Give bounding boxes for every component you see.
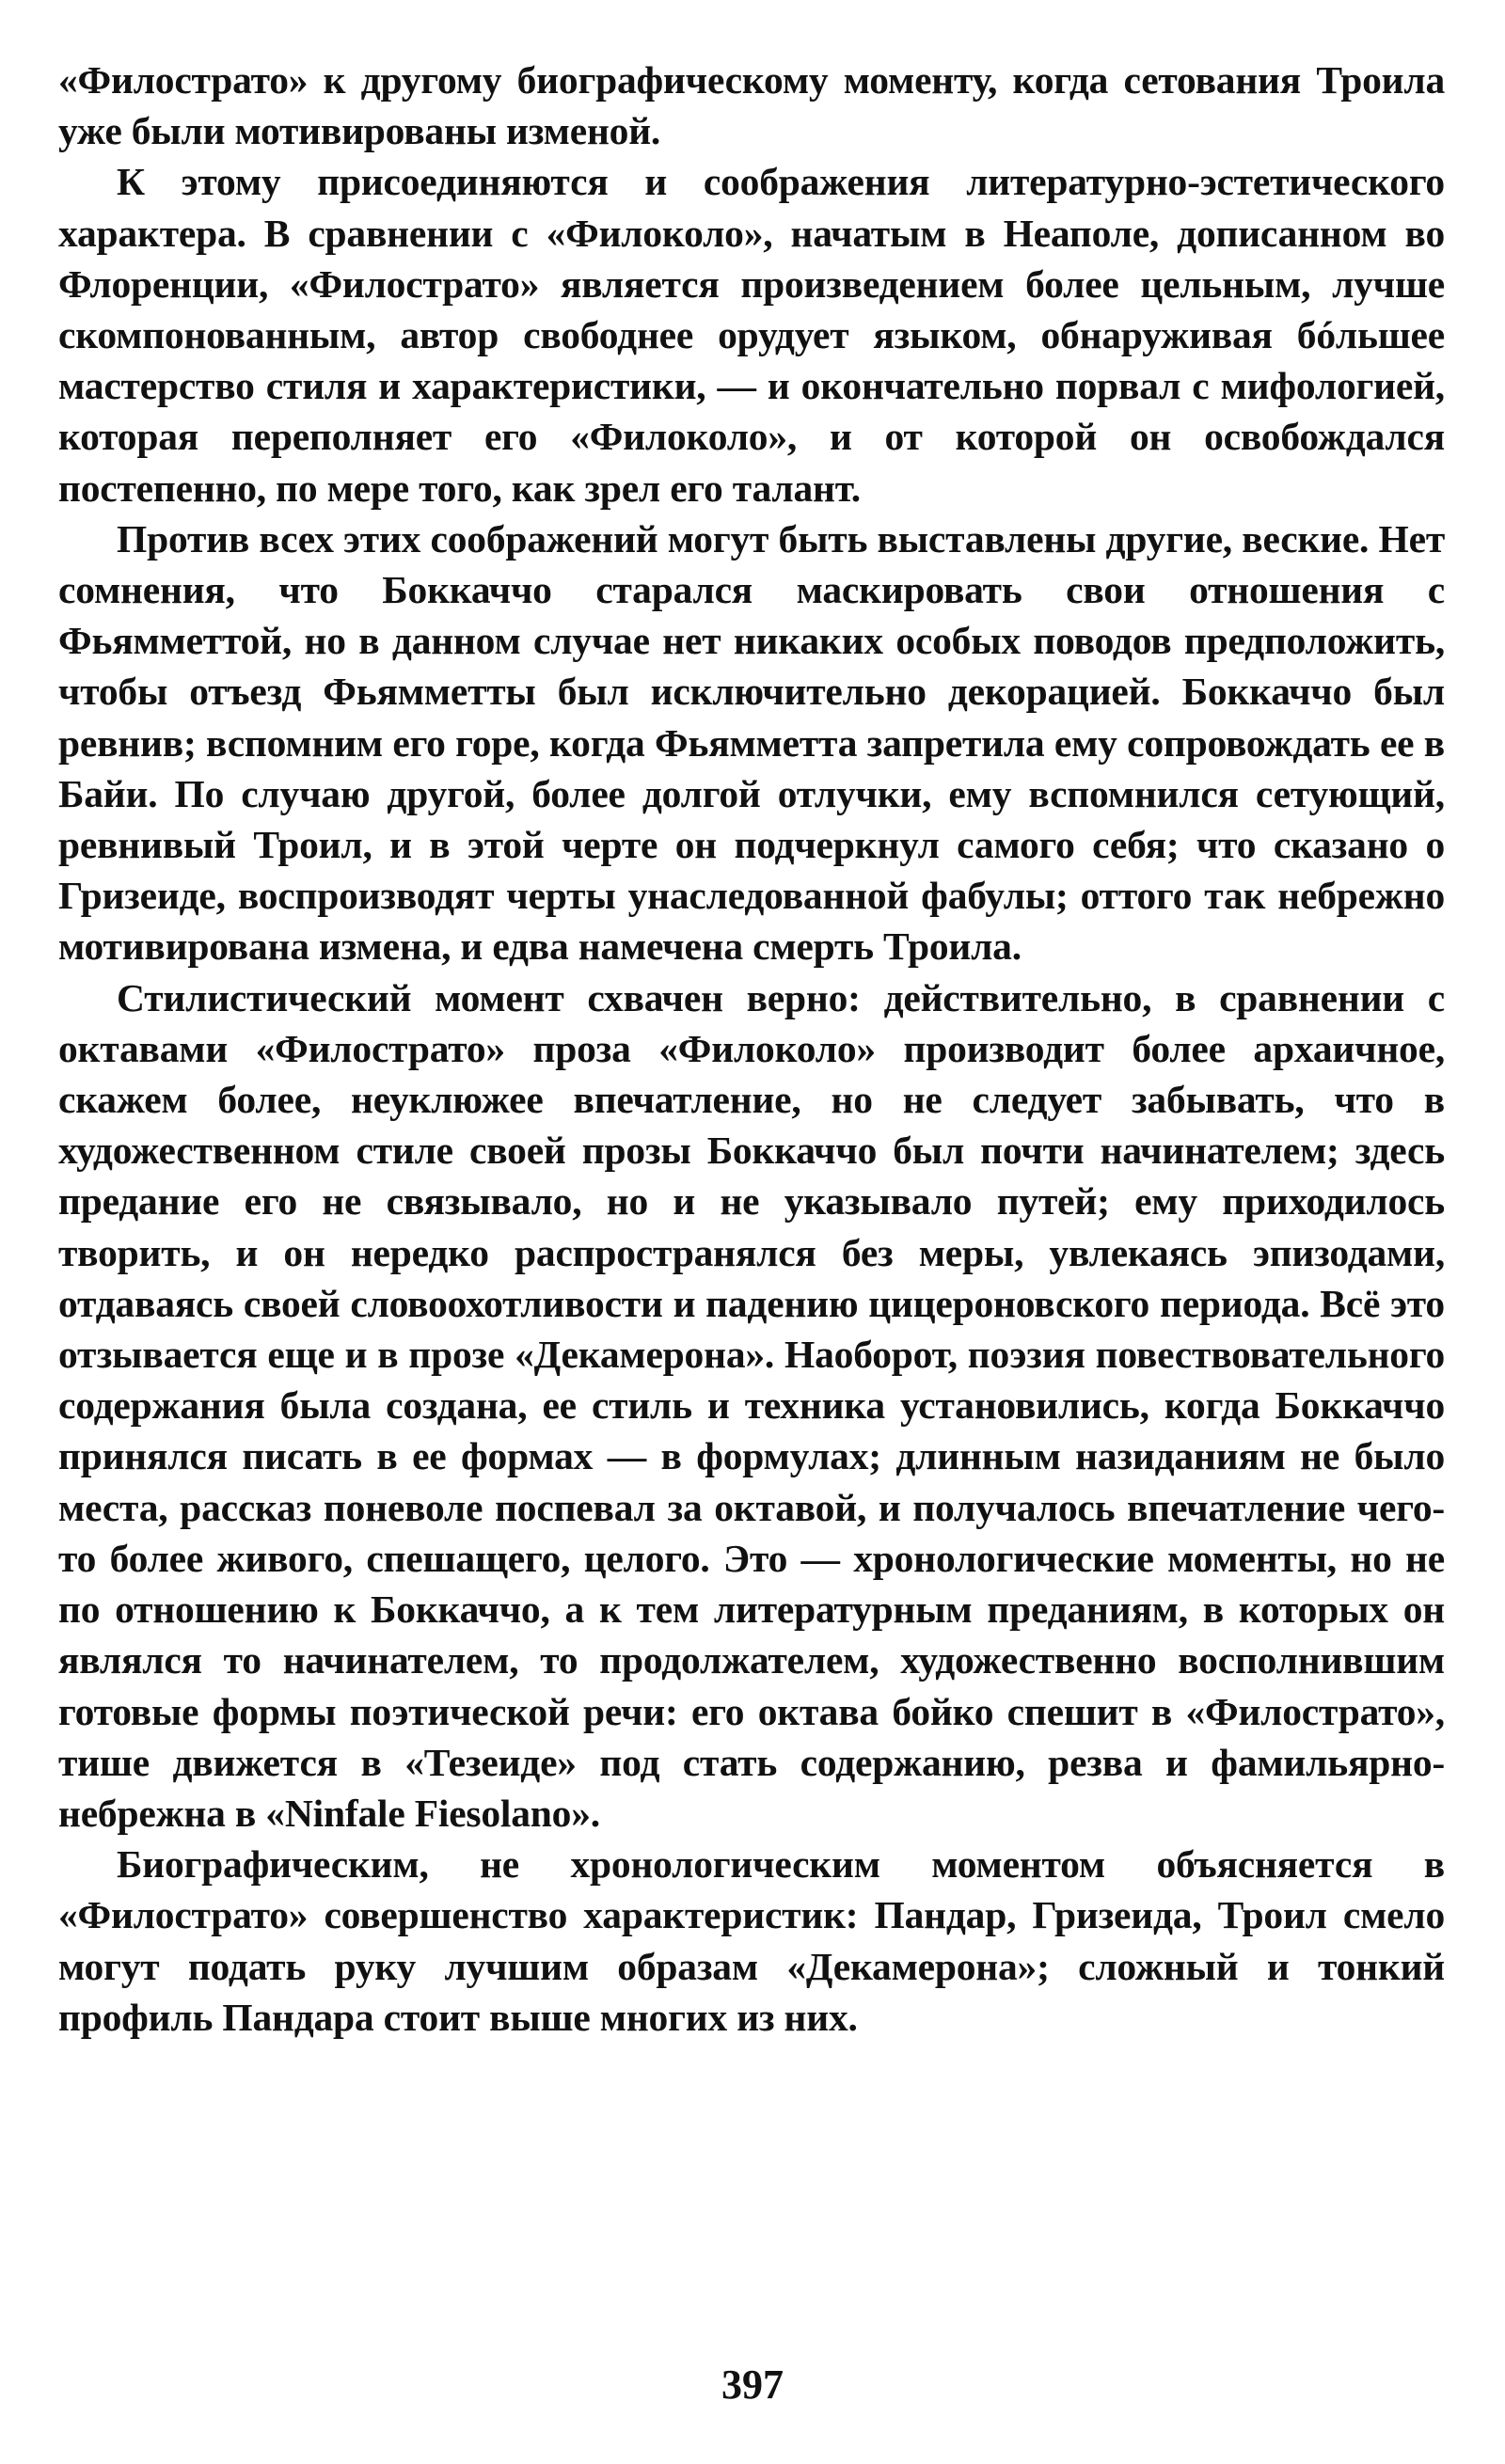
paragraph-stylistic-moment: Стилистический момент схвачен верно: действительно, в сравнении с октавами «Филострато» проза «Филоколо» производит более архаичное, скажем более, неуклюжее впечатление, но не следует забывать, что в художественном стиле своей прозы Боккаччо был почти начинателем; здесь предание его не связывало, но и не указывало путей; ему приходилось творить, и он нередко распространялся без меры, увлекаясь эпизодами, отдаваясь своей словоохотливости и падению цицероновского периода. Всё это отзывается еще и в прозе «Декамерона». Наоборот, поэзия повествовательного содержания была создана, ее стиль и техника установились, когда Боккаччо принялся писать в ее формах — в формулах; длинным назиданиям не было места, рассказ поневоле поспевал за октавой, и получалось впечатление чего-то более живого, спешащего, целого. Это — хронологические моменты, но не по отношению к Боккаччо, а к тем литературным преданиям, в которых он являлся то начинателем, то продолжателем, художественно восполнившим готовые формы поэтической речи: его октава бойко спешит в «Филострато», тише движется в «Тезеиде» под стать содержанию, резва и фамильярно-небрежна в «Ninfale Fiesolano». (58, 975, 1445, 1835)
paragraph-counterarguments: Против всех этих соображений могут быть выставлены другие, веские. Нет сомнения, что Боккаччо старался маскировать свои отношения с Фьямметтой, но в данном случае нет никаких особых поводов предположить, чтобы отъезд Фьямметты был исключительно декорацией. Боккаччо был ревнив; вспомним его горе, когда Фьямметта запретила ему сопровождать ее в Байи. По случаю другой, более долгой отлучки, ему вспомнился сетующий, ревнивый Троил, и в этой черте он подчеркнул самого себя; что сказано о Гризеиде, воспроизводят черты унаследованной фабулы; оттого так небрежно мотивирована измена, и едва намечена смерть Троила. (58, 516, 1445, 969)
paragraph-continuation: «Филострато» к другому биографическому моменту, когда сетования Троила уже были мотивированы изменой. (58, 58, 1445, 153)
body-text (58, 55, 1445, 2043)
paragraph-literary-aesthetic: К этому присоединяются и соображения литературно-эстетического характера. В сравнении с «Филоколо», начатым в Неаполе, дописанном во Флоренции, «Филострато» является произведением более цельным, лучше скомпонованным, автор свободнее орудует языком, обнаруживая бóльшее мастерство стиля и характеристики, — и окончательно порвал с мифологией, которая переполняет его «Филоколо», и от которой он освобождался постепенно, по мере того, как зрел его талант. (58, 160, 1445, 510)
paragraph-biographical-moment: Биографическим, не хронологическим моментом объясняется в «Филострато» совершенство характеристик: Пандар, Гризеида, Троил смело могут подать руку лучшим образам «Декамерона»; сложный и тонкий профиль Пандара стоит выше многих из них. (58, 1842, 1445, 2039)
page-number: 397 (721, 2361, 784, 2408)
